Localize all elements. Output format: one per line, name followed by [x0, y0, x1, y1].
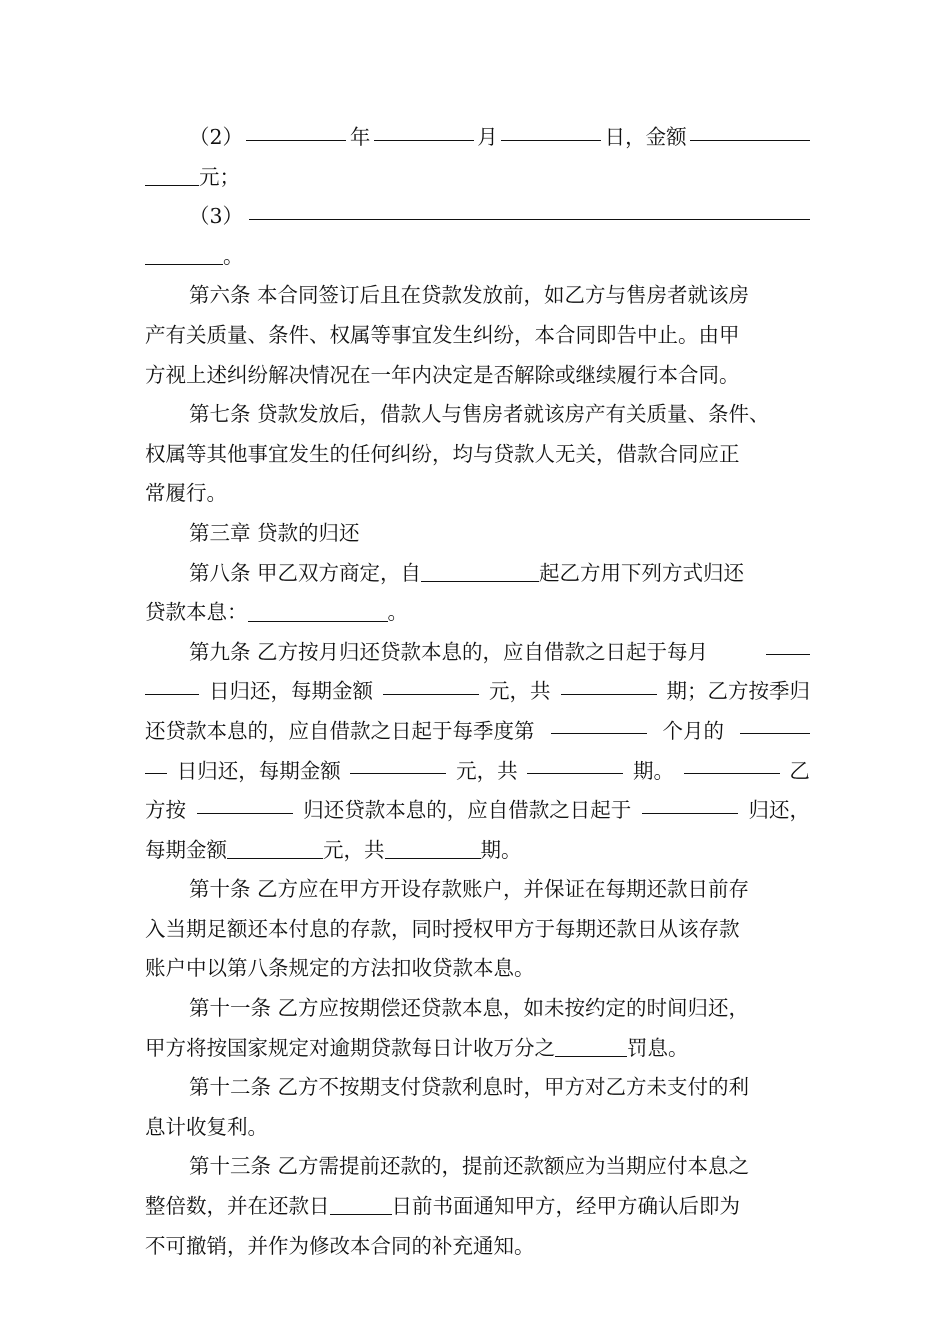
article-11-text-b: 罚息。: [627, 1035, 689, 1060]
item-2-line-2: [145, 158, 810, 198]
amount-blank-continued[interactable]: [145, 164, 199, 187]
quarterly-periods-blank[interactable]: [527, 752, 623, 775]
article-13-line-3: 不可撤销，并作为修改本合同的补充通知。: [145, 1233, 535, 1258]
other-periods-blank[interactable]: [385, 837, 481, 860]
monthly-amount-blank[interactable]: [383, 672, 479, 695]
article-9-text-3b: 个月的: [662, 718, 724, 743]
article-9-line-2: [145, 672, 810, 712]
article-9-line-1: [145, 633, 810, 673]
article-9-text-5a: 方按: [145, 798, 186, 823]
article-6-line-3: 方视上述纠纷解决情况在一年内决定是否解除或继续履行本合同。: [145, 362, 740, 387]
article-10-line-3: 账户中以第八条规定的方法扣收贷款本息。: [145, 956, 535, 981]
item-2-number: （2）: [189, 125, 244, 149]
item-3-blank-continued[interactable]: [145, 243, 223, 266]
article-9-text-3a: 还贷款本息的，应自借款之日起于每季度第: [145, 718, 535, 743]
article-11-text-a: 甲方将按国家规定对逾期贷款每日计收万分之: [145, 1035, 555, 1060]
article-12-line-1: 第十二条 乙方不按期支付贷款利息时，甲方对乙方未支付的利: [189, 1075, 750, 1100]
article-13-text-a: 整倍数，并在还款日: [145, 1194, 330, 1219]
article-9-text-4b: 元，共: [456, 758, 518, 783]
article-8-text-c: 贷款本息：: [145, 600, 248, 625]
article-9-text-6c: 期。: [480, 837, 522, 862]
article-8-text-a: 第八条 甲乙双方商定，自: [189, 560, 422, 585]
repayment-frequency-blank[interactable]: [197, 791, 293, 814]
article-9-text-5b: 归还贷款本息的，应自借款之日起于: [303, 798, 632, 823]
article-13-line-1: 第十三条 乙方需提前还款的，提前还款额应为当期应付本息之: [189, 1154, 750, 1179]
article-9-text-2c: 期；乙方按季归: [666, 679, 810, 704]
article-9-text-2a: 日归还，每期金额: [209, 679, 373, 704]
article-9-line-6: [145, 831, 810, 871]
notice-days-blank[interactable]: [330, 1193, 392, 1216]
item-3-line-2: [145, 237, 810, 277]
other-method-blank[interactable]: [684, 752, 780, 775]
day-amount-label: 日，金额: [604, 125, 687, 149]
quarterly-amount-blank[interactable]: [350, 752, 446, 775]
monthly-day-blank-continued[interactable]: [145, 672, 199, 695]
article-10-line-1: 第十条 乙方应在甲方开设存款账户，并保证在每期还款日前存: [189, 877, 750, 902]
article-9-text-5c: 归还，: [748, 798, 810, 823]
article-13-text-b: 日前书面通知甲方，经甲方确认后即为: [391, 1194, 740, 1219]
article-6-line-1: 第六条 本合同签订后且在贷款发放前，如乙方与售房者就该房: [189, 283, 750, 308]
quarter-day-blank-continued[interactable]: [145, 752, 167, 775]
article-9-text-4d: 乙: [789, 758, 810, 783]
item-2-line-1: [145, 118, 810, 158]
article-7-line-1: 第七条 贷款发放后，借款人与售房者就该房产有关质量、条件、: [189, 402, 770, 427]
article-9-line-3: [145, 712, 810, 752]
article-9-line-4: [145, 752, 810, 792]
article-10-line-2: 入当期足额还本付息的存款，同时授权甲方于每期还款日从该存款: [145, 916, 740, 941]
yuan-label: 元；: [199, 164, 240, 189]
article-9-text-4a: 日归还，每期金额: [176, 758, 341, 783]
contract-page: [145, 118, 810, 1266]
other-amount-blank[interactable]: [227, 837, 323, 860]
article-9-text-4c: 期。: [633, 758, 675, 783]
amount-blank[interactable]: [690, 118, 810, 141]
day-blank[interactable]: [501, 118, 601, 141]
year-label: 年: [349, 125, 371, 149]
year-blank[interactable]: [246, 118, 346, 141]
start-date-blank[interactable]: [421, 559, 539, 582]
article-12-line-2: 息计收复利。: [145, 1114, 268, 1139]
item-3-blank[interactable]: [249, 197, 810, 220]
month-blank[interactable]: [374, 118, 474, 141]
article-8-line-1: [145, 554, 810, 594]
item-3-end: 。: [223, 243, 244, 268]
article-7-line-3: 常履行。: [145, 481, 227, 506]
monthly-day-blank[interactable]: [766, 633, 810, 656]
item-3-line-1: [145, 197, 810, 237]
article-13-line-2: [145, 1187, 810, 1227]
article-6-line-2: 产有关质量、条件、权属等事宜发生纠纷，本合同即告中止。由甲: [145, 322, 740, 347]
article-8-line-2: [145, 593, 810, 633]
chapter-3-heading: 第三章 贷款的归还: [189, 520, 360, 545]
quarter-day-blank[interactable]: [740, 712, 810, 735]
article-8-text-d: 。: [387, 600, 408, 625]
article-9-text-6a: 每期金额: [145, 837, 227, 862]
article-9-text-6b: 元，共: [323, 837, 385, 862]
article-11-line-1: 第十一条 乙方应按期偿还贷款本息，如未按约定的时间归还，: [189, 996, 750, 1021]
penalty-rate-blank[interactable]: [555, 1035, 627, 1058]
article-9-text-2b: 元，共: [489, 679, 551, 704]
monthly-periods-blank[interactable]: [561, 672, 657, 695]
article-8-text-b: 起乙方用下列方式归还: [539, 560, 745, 585]
repayment-method-blank[interactable]: [248, 599, 388, 622]
article-11-line-2: [145, 1029, 810, 1069]
article-7-line-2: 权属等其他事宜发生的任何纠纷，均与贷款人无关，借款合同应正: [145, 441, 740, 466]
repayment-start-blank[interactable]: [642, 791, 738, 814]
item-3-number: （3）: [189, 204, 244, 229]
quarter-month-blank[interactable]: [551, 712, 647, 735]
article-9-text-1: 第九条 乙方按月归还贷款本息的，应自借款之日起于每月: [189, 639, 709, 664]
month-label: 月: [477, 125, 498, 149]
article-9-line-5: [145, 791, 810, 831]
